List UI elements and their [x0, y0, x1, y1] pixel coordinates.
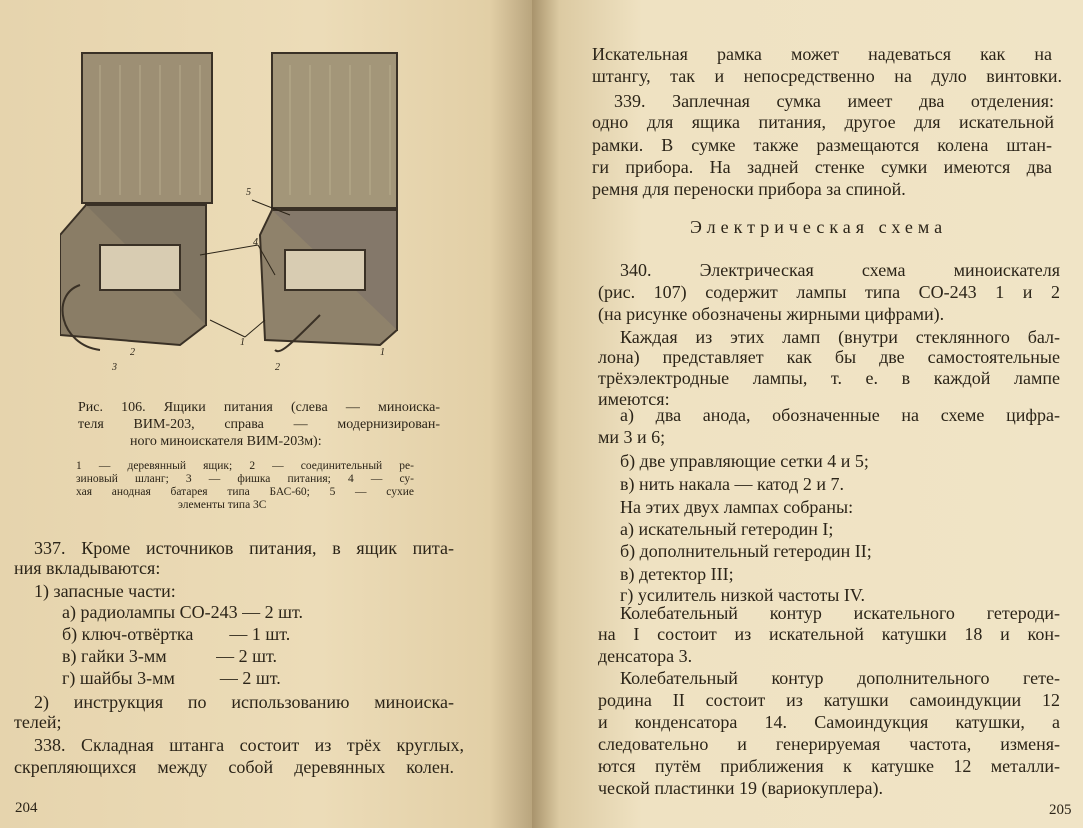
body-text-line: телей;	[14, 712, 62, 732]
page-number: 204	[15, 800, 38, 816]
figure-caption-line: ного миноискателя ВИМ-203м):	[130, 434, 322, 449]
figure-label: 5	[246, 187, 251, 198]
figure-legend-line: элементы типа 3С	[178, 499, 267, 511]
body-text-line: денсатора 3.	[598, 646, 693, 666]
body-text-line: а) два анода, обозначенные на схеме цифра-	[620, 405, 1060, 425]
body-text-line: штангу, так и непосредственно на дуло винтовки.	[592, 66, 1062, 86]
figure-label: 2	[130, 347, 135, 358]
body-text-line: одно для ящика питания, другое для искательной	[592, 112, 1054, 132]
body-text-line: Колебательный контур искательного гетероди-	[620, 603, 1060, 623]
body-text-line: ремня для переноски прибора за спиной.	[592, 179, 906, 199]
figure-legend-line: хая анодная батарея типа БАС-60; 5 — сухие	[76, 486, 414, 498]
figure-legend-line: зиновый шланг; 3 — фишка питания; 4 — су-	[76, 473, 414, 485]
body-text-line: в) нить накала — катод 2 и 7.	[620, 474, 844, 494]
figure-label: 3	[112, 362, 117, 373]
body-text-line: Колебательный контур дополнительного гете-	[620, 668, 1060, 688]
body-text-line: скрепляющихся между собой деревянных колен.	[14, 757, 454, 777]
body-text-line: На этих двух лампах собраны:	[620, 497, 854, 517]
body-text-line: имеются:	[598, 389, 670, 409]
figure-label: 1	[240, 337, 245, 348]
right-page	[532, 0, 1083, 828]
body-text-line: г) шайбы 3-мм — 2 шт.	[62, 668, 281, 688]
body-text-line: г) усилитель низкой частоты IV.	[620, 585, 866, 605]
figure-label: 2	[275, 362, 280, 373]
page-number: 205	[1049, 802, 1072, 818]
figure-label: 1	[380, 347, 385, 358]
figure-caption-line: Рис. 106. Ящики питания (слева — миноиска-	[78, 400, 440, 415]
body-text-line: ческой пластинки 19 (вариокуплера).	[598, 778, 884, 798]
body-text-line: в) детектор III;	[620, 564, 734, 584]
section-heading: Электрическая схема	[690, 217, 948, 237]
body-text-line: следовательно и генерируемая частота, изменя-	[598, 734, 1060, 754]
body-text-line: на I состоит из искательной катушки 18 и кон-	[598, 624, 1060, 644]
body-text-line: Каждая из этих ламп (внутри стеклянного бал-	[620, 327, 1060, 347]
body-text-line: трёхэлектродные лампы, т. е. в каждой лампе	[598, 368, 1060, 388]
body-text-line: 339. Заплечная сумка имеет два отделения:	[614, 91, 1054, 111]
left-page	[0, 0, 532, 828]
body-text-line: (рис. 107) содержит лампы типа СО-243 1 и 2	[598, 282, 1060, 302]
body-text-line: (на рисунке обозначены жирными цифрами).	[598, 304, 945, 324]
body-text-line: ги прибора. На задней стенке сумки имеются два	[592, 157, 1052, 177]
body-text-line: родина II состоит из катушки самоиндукции 12	[598, 690, 1060, 710]
body-text-line: 2) инструкция по использованию миноиска-	[34, 692, 454, 712]
figure-label: 4	[253, 237, 258, 248]
body-text-line: в) гайки 3-мм — 2 шт.	[62, 646, 278, 666]
body-text-line: а) искательный гетеродин I;	[620, 519, 834, 539]
body-text-line: б) две управляющие сетки 4 и 5;	[620, 451, 869, 471]
body-text-line: 338. Складная штанга состоит из трёх круглых,	[34, 735, 464, 755]
body-text-line: ми 3 и 6;	[598, 427, 666, 447]
figure-legend-line: 1 — деревянный ящик; 2 — соединительный ре-	[76, 460, 414, 472]
body-text-line: а) радиолампы СО-243 — 2 шт.	[62, 602, 303, 622]
body-text-line: рамки. В сумке также размещаются колена штан-	[592, 135, 1052, 155]
body-text-line: 337. Кроме источников питания, в ящик пита-	[34, 538, 454, 558]
figure-caption-line: теля ВИМ-203, справа — модернизирован-	[78, 417, 440, 432]
body-text-line: ния вкладываются:	[14, 558, 161, 578]
body-text-line: 340. Электрическая схема миноискателя	[620, 260, 1060, 280]
body-text-line: б) дополнительный гетеродин II;	[620, 541, 872, 561]
body-text-line: лона) представляет как бы две самостоятельные	[598, 347, 1060, 367]
body-text-line: и конденсатора 14. Самоиндукция катушки, а	[598, 712, 1060, 732]
body-text-line: ются путём приближения к катушке 12 металли-	[598, 756, 1060, 776]
body-text-line: Искательная рамка может надеваться как на	[592, 44, 1052, 64]
body-text-line: б) ключ-отвёртка — 1 шт.	[62, 624, 291, 644]
figure-106-power-boxes	[60, 45, 420, 375]
body-text-line: 1) запасные части:	[34, 581, 176, 601]
